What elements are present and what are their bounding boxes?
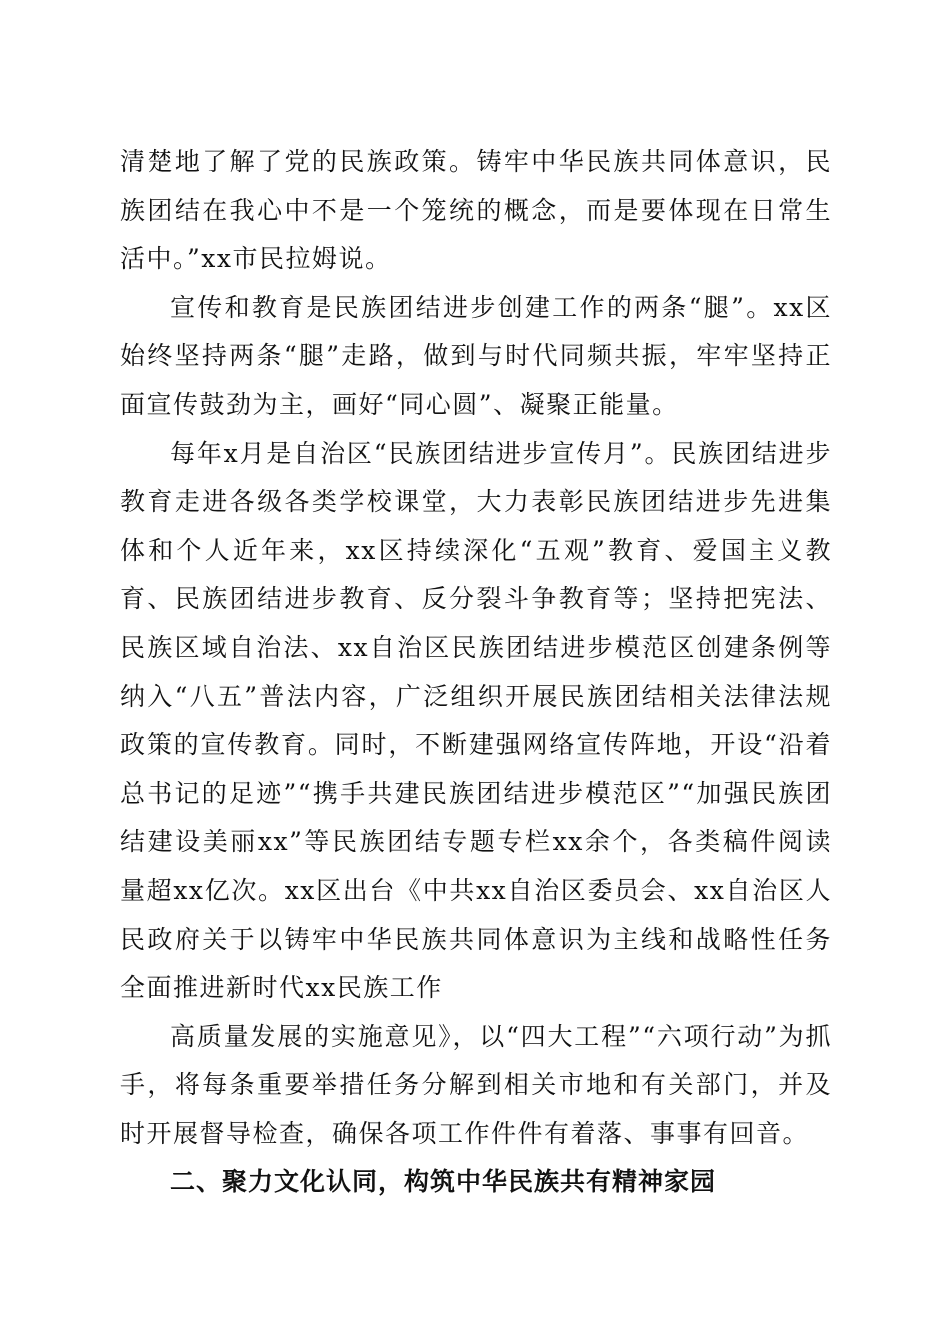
paragraph-propaganda-education: 宣传和教育是民族团结进步创建工作的两条“腿”。xx区始终坚持两条“腿”走路，做到与时代同频共振，牢牢坚持正面宣传鼓劲为主，画好“同心圆”、凝聚正能量。 [120,292,832,419]
document-body [120,138,832,1207]
paragraph-implementation-opinion: 高质量发展的实施意见》，以“四大工程”“六项行动”为抓手，将每条重要举措任务分解到相关市地和有关部门，并及时开展督导检查，确保各项工作件件有着落、事事有回音。 [120,1021,832,1148]
paragraph-continuation: 清楚地了解了党的民族政策。铸牢中华民族共同体意识，民族团结在我心中不是一个笼统的概念，而是要体现在日常生活中。”xx市民拉姆说。 [120,147,832,274]
paragraph-publicity-month: 每年x月是自治区“民族团结进步宣传月”。民族团结进步教育走进各级各类学校课堂，大力表彰民族团结进步先进集体和个人近年来，xx区持续深化“五观”教育、爱国主义教育、民族团结进步教育、反分裂斗争教育等；坚持把宪法、民族区域自治法、xx自治区民族团结进步模范区创建条例等纳入“八五”普法内容，广泛组织开展民族团结相关法律法规政策的宣传教育。同时，不断建强网络宣传阵地，开设“沿着总书记的足迹”“携手共建民族团结进步模范区”“加强民族团结建设美丽xx”等民族团结专题专栏xx余个，各类稿件阅读量超xx亿次。xx区出台《中共xx自治区委员会、xx自治区人民政府关于以铸牢中华民族共同体意识为主线和战略性任务全面推进新时代xx民族工作 [120,438,832,1003]
section-heading: 二、聚力文化认同，构筑中华民族共有精神家园 [170,1167,717,1197]
